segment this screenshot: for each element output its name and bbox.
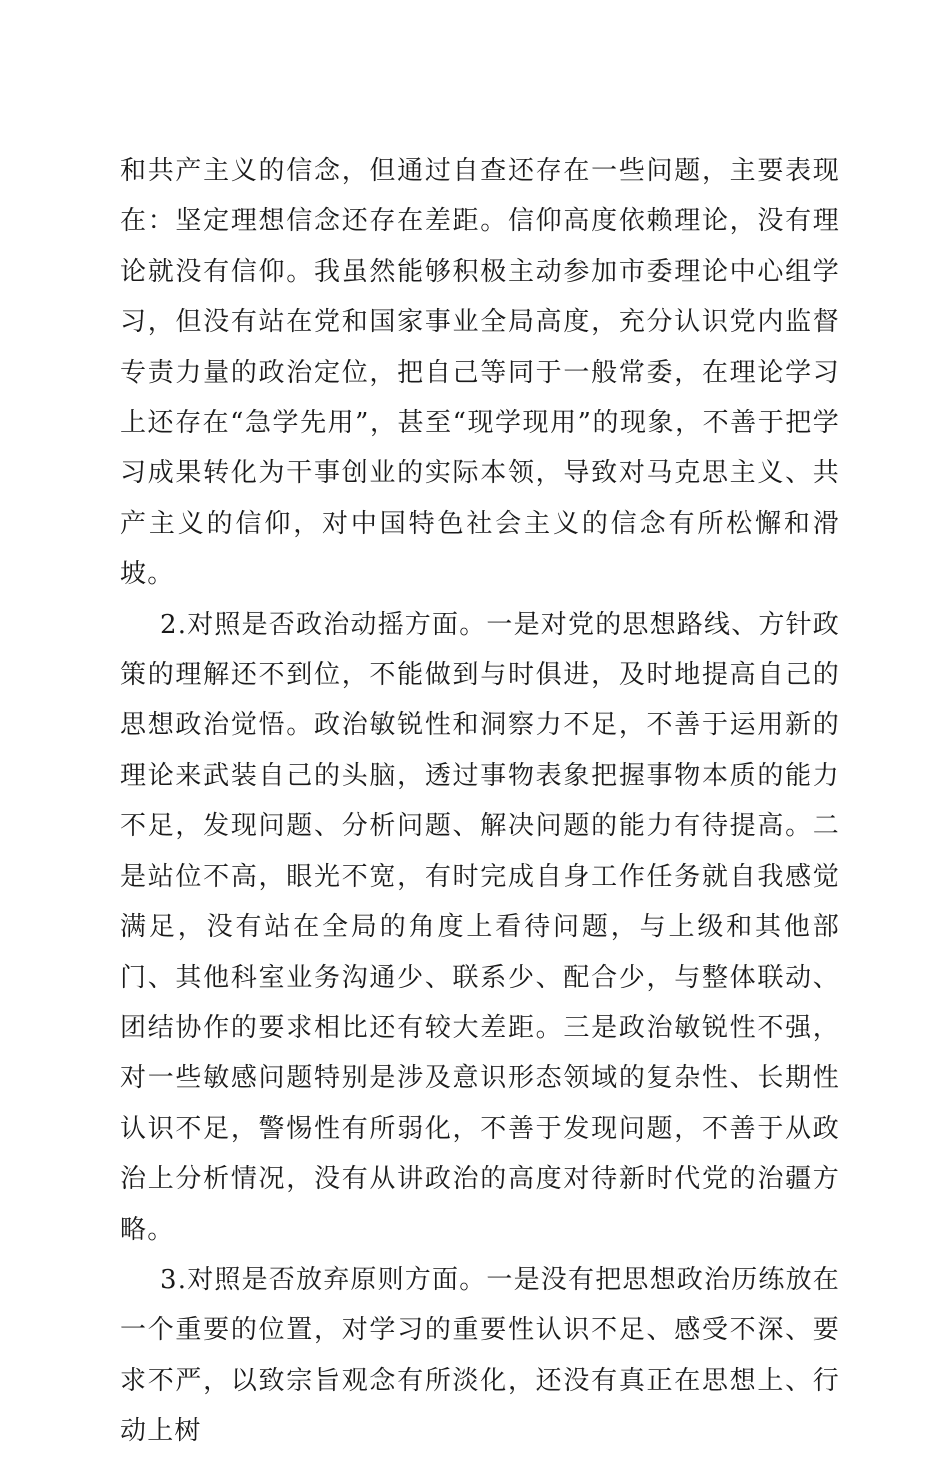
paragraph-3: 3.对照是否放弃原则方面。一是没有把思想政治历练放在一个重要的位置，对学习的重要性认识不足、感受不深、要求不严，以致宗旨观念有所淡化，还没有真正在思想上、行动上树 — [120, 1264, 841, 1447]
paragraph-2: 2.对照是否政治动摇方面。一是对党的思想路线、方针政策的理解还不到位，不能做到与时俱进，及时地提高自己的思想政治觉悟。政治敏锐性和洞察力不足，不善于运用新的理论来武装自己的头脑，透过事物表象把握事物本质的能力不足，发现问题、分析问题、解决问题的能力有待提高。二是站位不高，眼光不宽，有时完成自身工作任务就自我感觉满足，没有站在全局的角度上看待问题，与上级和其他部门、其他科室业务沟通少、联系少、配合少，与整体联动、团结协作的要求相比还有较大差距。三是政治敏锐性不强，对一些敏感问题特别是涉及意识形态领域的复杂性、长期性认识不足，警惕性有所弱化，不善于发现问题，不善于从政治上分析情况，没有从讲政治的高度对待新时代党的治疆方略。 — [120, 609, 841, 1245]
document-body — [120, 146, 840, 1457]
paragraph-1: 和共产主义的信念，但通过自查还存在一些问题，主要表现在：坚定理想信念还存在差距。信仰高度依赖理论，没有理论就没有信仰。我虽然能够积极主动参加市委理论中心组学习，但没有站在党和国家事业全局高度，充分认识党内监督专责力量的政治定位，把自己等同于一般常委，在理论学习上还存在“急学先用”，甚至“现学现用”的现象，不善于把学习成果转化为干事创业的实际本领，导致对马克思主义、共产主义的信仰，对中国特色社会主义的信念有所松懈和滑坡。 — [120, 156, 840, 590]
